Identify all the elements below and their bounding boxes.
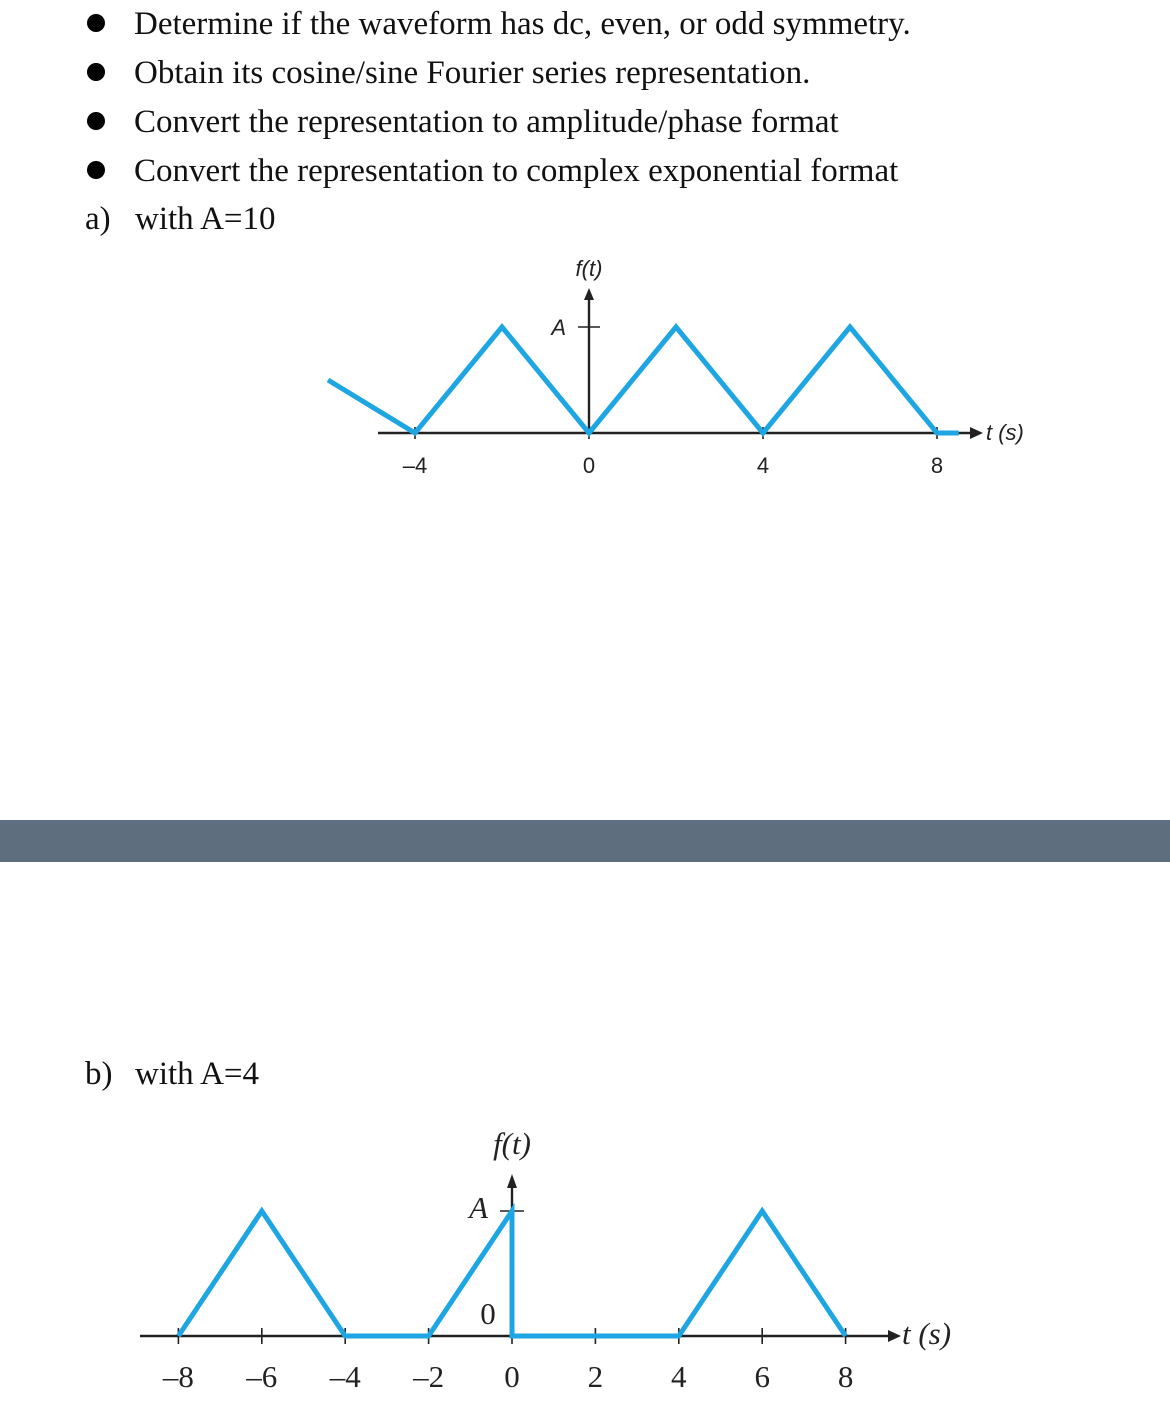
x-axis-arrow-icon <box>970 427 983 439</box>
instruction-text: Determine if the waveform has dc, even, or odd symmetry. <box>134 6 911 42</box>
waveform-series-line <box>178 1211 845 1336</box>
x-tick-label: 8 <box>837 1359 854 1394</box>
x-axis-arrow-icon <box>888 1330 901 1342</box>
part-b-text: with A=4 <box>135 1056 260 1092</box>
x-tick-label: 4 <box>671 1359 687 1394</box>
bullet-dot-icon <box>87 112 105 130</box>
x-tick-label: 0 <box>582 453 596 478</box>
x-axis-label: t (s) <box>902 1316 952 1351</box>
instruction-item <box>0 98 1170 146</box>
waveform-chart-b <box>0 1110 1170 1410</box>
part-a-text: with A=10 <box>135 201 276 237</box>
bullet-dot-icon <box>87 14 105 32</box>
waveform-chart-a <box>0 240 1170 500</box>
part-b-letter: b) <box>85 1056 113 1092</box>
section-divider <box>0 820 1170 862</box>
y-axis-arrow-icon <box>584 288 594 300</box>
instruction-item <box>0 147 1170 195</box>
y-axis-arrow-icon <box>507 1174 517 1188</box>
x-tick-label: 0 <box>504 1359 520 1394</box>
x-axis-label: t (s) <box>986 420 1024 445</box>
x-tick-label: 4 <box>756 453 770 478</box>
x-tick-label: 8 <box>930 453 944 478</box>
instruction-text: Obtain its cosine/sine Fourier series representation. <box>134 55 811 91</box>
part-a-letter: a) <box>85 201 111 237</box>
x-tick-label: 2 <box>587 1359 604 1394</box>
x-tick-label: –4 <box>329 1359 361 1394</box>
x-tick-label: –8 <box>162 1359 194 1394</box>
instruction-text: Convert the representation to amplitude/phase format <box>134 104 839 140</box>
part-b-label <box>85 1052 259 1096</box>
instruction-item <box>0 49 1170 97</box>
instruction-item <box>0 0 1170 48</box>
part-a-label <box>85 197 276 241</box>
amplitude-label: A <box>469 1190 488 1225</box>
x-tick-label: 6 <box>754 1359 770 1394</box>
x-tick-label: –4 <box>402 453 428 478</box>
y-axis-label: f(t) <box>493 1126 531 1161</box>
bullet-dot-icon <box>87 63 105 81</box>
x-tick-label: –6 <box>246 1359 278 1394</box>
waveform-series-line <box>328 327 959 433</box>
zero-level-label: 0 <box>480 1296 496 1331</box>
bullet-dot-icon <box>87 161 105 179</box>
amplitude-label: A <box>551 315 566 340</box>
y-axis-label: f(t) <box>575 256 603 281</box>
instruction-text: Convert the representation to complex exponential format <box>134 153 899 189</box>
x-tick-label: –2 <box>413 1359 445 1394</box>
